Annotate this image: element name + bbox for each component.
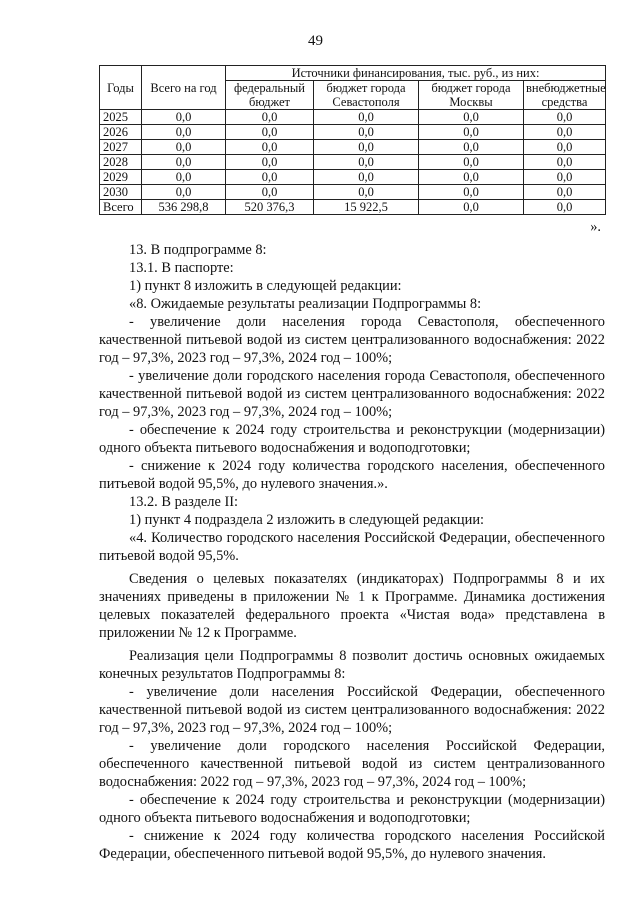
cell-total: 0,0 xyxy=(142,185,226,200)
cell-year: 2026 xyxy=(100,125,142,140)
header-years: Годы xyxy=(100,66,142,110)
paragraph: - снижение к 2024 году количества городского населения, обеспеченного питьевой водой 95,5%, до нулевого значения.». xyxy=(99,458,605,492)
cell-federal: 0,0 xyxy=(226,155,314,170)
paragraph: 1) пункт 4 подраздела 2 изложить в следующей редакции: xyxy=(129,512,485,528)
paragraph: 13.1. В паспорте: xyxy=(129,260,234,276)
cell-sevastopol: 15 922,5 xyxy=(314,200,419,215)
cell-extra: 0,0 xyxy=(524,200,606,215)
cell-sevastopol: 0,0 xyxy=(314,110,419,125)
cell-moscow: 0,0 xyxy=(419,110,524,125)
table-body xyxy=(100,110,606,215)
cell-total: 0,0 xyxy=(142,155,226,170)
paragraph: - увеличение доли городского населения Российской Федерации, обеспеченного качественной питьевой водой из систем централизованного водоснабжения: 2022 год – 97,3%, 2023 год – 97,3%, 2024 год – 100%; xyxy=(99,738,605,790)
header-total: Всего на год xyxy=(142,66,226,110)
cell-year: 2029 xyxy=(100,170,142,185)
table-row xyxy=(100,110,606,125)
cell-sevastopol: 0,0 xyxy=(314,170,419,185)
paragraph: Сведения о целевых показателях (индикаторах) Подпрограммы 8 и их значениях приведены в приложении № 1 к Программе. Динамика достижения целевых показателей федерального проекта «Чистая вода» представлена в приложении № 12 к Программе. xyxy=(99,571,605,641)
cell-moscow: 0,0 xyxy=(419,155,524,170)
cell-total: 536 298,8 xyxy=(142,200,226,215)
cell-moscow: 0,0 xyxy=(419,170,524,185)
cell-total: 0,0 xyxy=(142,170,226,185)
paragraph: - снижение к 2024 году количества городского населения Российской Федерации, обеспеченного питьевой водой 95,5%, до нулевого значения. xyxy=(99,828,605,862)
cell-extra: 0,0 xyxy=(524,170,606,185)
financing-table xyxy=(99,65,606,215)
cell-extra: 0,0 xyxy=(524,125,606,140)
paragraph: - увеличение доли городского населения города Севастополя, обеспеченного качественной питьевой водой из систем централизованного водоснабжения: 2022 год – 97,3%, 2023 год – 97,3%, 2024 год – 100%; xyxy=(99,368,605,420)
cell-federal: 0,0 xyxy=(226,110,314,125)
header-federal: федеральный бюджет xyxy=(226,81,314,110)
table-row xyxy=(100,170,606,185)
cell-extra: 0,0 xyxy=(524,155,606,170)
paragraph: 13.2. В разделе II: xyxy=(129,494,239,510)
table-row xyxy=(100,125,606,140)
paragraph: 13. В подпрограмме 8: xyxy=(129,242,267,258)
header-moscow: бюджет города Москвы xyxy=(419,81,524,110)
cell-total: 0,0 xyxy=(142,125,226,140)
cell-year: 2025 xyxy=(100,110,142,125)
cell-moscow: 0,0 xyxy=(419,200,524,215)
cell-sevastopol: 0,0 xyxy=(314,125,419,140)
paragraph: - обеспечение к 2024 году строительства и реконструкции (модернизации) одного объекта питьевого водоснабжения и водоподготовки; xyxy=(99,422,605,456)
document-body xyxy=(99,218,605,863)
cell-sevastopol: 0,0 xyxy=(314,185,419,200)
cell-year: Всего xyxy=(100,200,142,215)
cell-moscow: 0,0 xyxy=(419,125,524,140)
header-sevastopol: бюджет города Севастополя xyxy=(314,81,419,110)
cell-extra: 0,0 xyxy=(524,110,606,125)
paragraph: «8. Ожидаемые результаты реализации Подпрограммы 8: xyxy=(129,296,482,312)
table-row xyxy=(100,140,606,155)
header-sources: Источники финансирования, тыс. руб., из них: xyxy=(226,66,606,81)
paragraph: - увеличение доли населения Российской Федерации, обеспеченного качественной питьевой водой из систем централизованного водоснабжения: 2022 год – 97,3%, 2023 год – 97,3%, 2024 год – 100%; xyxy=(99,684,605,736)
cell-year: 2027 xyxy=(100,140,142,155)
page-number: 49 xyxy=(308,33,323,49)
cell-total: 0,0 xyxy=(142,140,226,155)
table-row xyxy=(100,155,606,170)
cell-sevastopol: 0,0 xyxy=(314,140,419,155)
cell-extra: 0,0 xyxy=(524,140,606,155)
cell-moscow: 0,0 xyxy=(419,140,524,155)
paragraph: Реализация цели Подпрограммы 8 позволит достичь основных ожидаемых конечных результатов Подпрограммы 8: xyxy=(99,648,605,682)
cell-sevastopol: 0,0 xyxy=(314,155,419,170)
paragraph: 1) пункт 8 изложить в следующей редакции: xyxy=(129,278,402,294)
cell-federal: 0,0 xyxy=(226,185,314,200)
paragraph: «4. Количество городского населения Российской Федерации, обеспеченного питьевой водой 95,5%. xyxy=(99,530,605,564)
table-row xyxy=(100,200,606,215)
cell-total: 0,0 xyxy=(142,110,226,125)
cell-moscow: 0,0 xyxy=(419,185,524,200)
cell-extra: 0,0 xyxy=(524,185,606,200)
paragraph: - обеспечение к 2024 году строительства и реконструкции (модернизации) одного объекта питьевого водоснабжения и водоподготовки; xyxy=(99,792,605,826)
cell-federal: 0,0 xyxy=(226,140,314,155)
paragraph: - увеличение доли населения города Севастополя, обеспеченного качественной питьевой водой из систем централизованного водоснабжения: 2022 год – 97,3%, 2023 год – 97,3%, 2024 год – 100%; xyxy=(99,314,605,366)
closing-quote: ». xyxy=(590,219,601,235)
cell-federal: 0,0 xyxy=(226,125,314,140)
cell-federal: 520 376,3 xyxy=(226,200,314,215)
cell-federal: 0,0 xyxy=(226,170,314,185)
cell-year: 2030 xyxy=(100,185,142,200)
header-extra: внебюджетные средства xyxy=(524,81,606,110)
table-row xyxy=(100,185,606,200)
cell-year: 2028 xyxy=(100,155,142,170)
